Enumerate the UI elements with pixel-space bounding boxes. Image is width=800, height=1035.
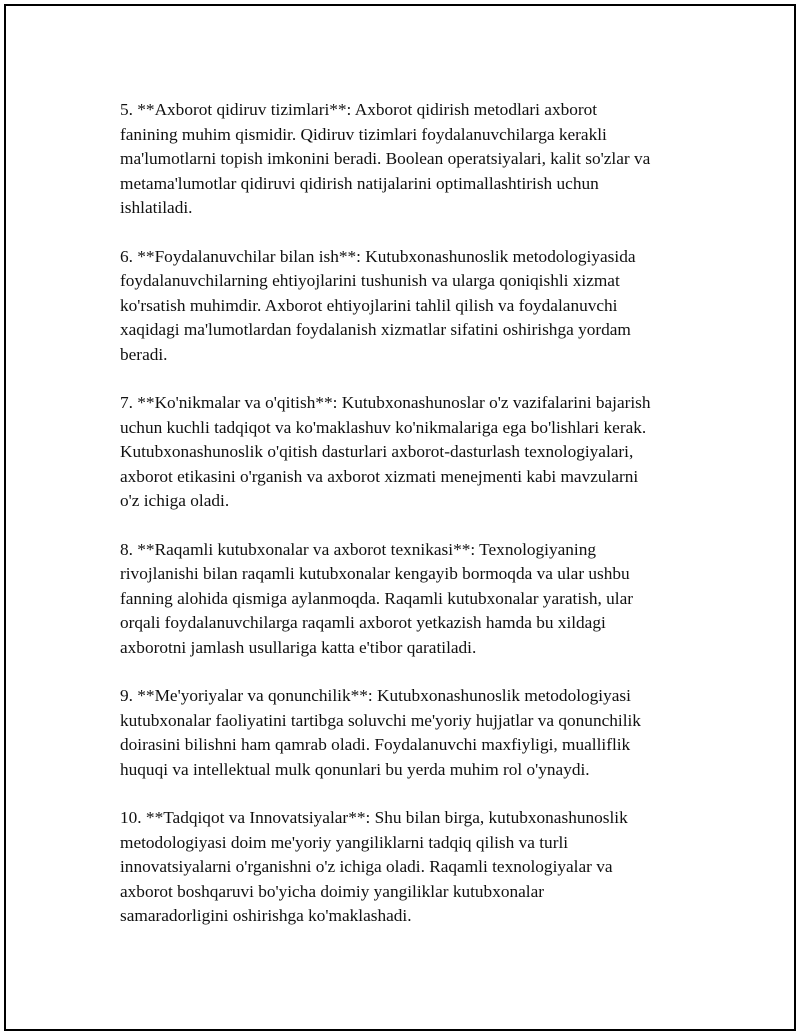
document-page [4,4,796,1031]
paragraph-5: 5. **Axborot qidiruv tizimlari**: Axborot qidirish metodlari axborot fanining muhim qismidir. Qidiruv tizimlari foydalanuvchilarga kerakli ma'lumotlarni topish imkonini beradi. Boolean operatsiyalari, kalit so'zlar va metama'lumotlar qidiruvi qidirish natijalarini optimallashtirish uchun ishlatiladi. [120,100,651,217]
document-body [120,98,700,953]
paragraph-6: 6. **Foydalanuvchilar bilan ish**: Kutubxonashunoslik metodologiyasida foydalanuvchilarning ehtiyojlarini tushunish va ularga qoniqishli xizmat ko'rsatish muhimdir. Axborot ehtiyojlarini tahlil qilish va foydalanuvchi xaqidagi ma'lumotlardan foydalanish xizmatlar sifatini oshirishga yordam beradi. [120,246,636,364]
paragraph-8: 8. **Raqamli kutubxonalar va axborot texnikasi**: Texnologiyaning rivojlanishi bilan raqamli kutubxonalar kengayib bormoqda va ular ushbu fanning alohida qismiga aylanmoqda. Raqamli kutubxonalar yaratish, ular orqali foydalanuvchilarga raqamli axborot yetkazish hamda bu xildagi axborotni jamlash usullariga katta e'tibor qaratiladi. [120,539,634,657]
paragraph-7: 7. **Ko'nikmalar va o'qitish**: Kutubxonashunoslar o'z vazifalarini bajarish uchun kuchli tadqiqot va ko'maklashuv ko'nikmalariga ega bo'lishlari kerak. Kutubxonashunoslik o'qitish dasturlari axborot-dasturlash texnologiyalari, axborot etikasini o'rganish va axborot xizmati menejmenti kabi mavzularni o'z ichiga oladi. [120,393,651,510]
paragraph-10: 10. **Tadqiqot va Innovatsiyalar**: Shu bilan birga, kutubxonashunoslik metodologiyasi doim me'yoriy yangiliklarni tadqiq qilish va turli innovatsiyalarni o'rganishni o'z ichiga oladi. Raqamli texnologiyalar va axborot boshqaruvi bo'yicha doimiy yangiliklar kutubxonalar samaradorligini oshirishga ko'maklashadi. [120,808,628,925]
paragraph-9: 9. **Me'yoriyalar va qonunchilik**: Kutubxonashunoslik metodologiyasi kutubxonalar faoliyatini tartibga soluvchi me'yoriy hujjatlar va qonunchilik doirasini bilishni ham qamrab oladi. Foydalanuvchi maxfiyligi, mualliflik huquqi va intellektual mulk qonunlari bu yerda muhim rol o'ynaydi. [120,686,641,779]
